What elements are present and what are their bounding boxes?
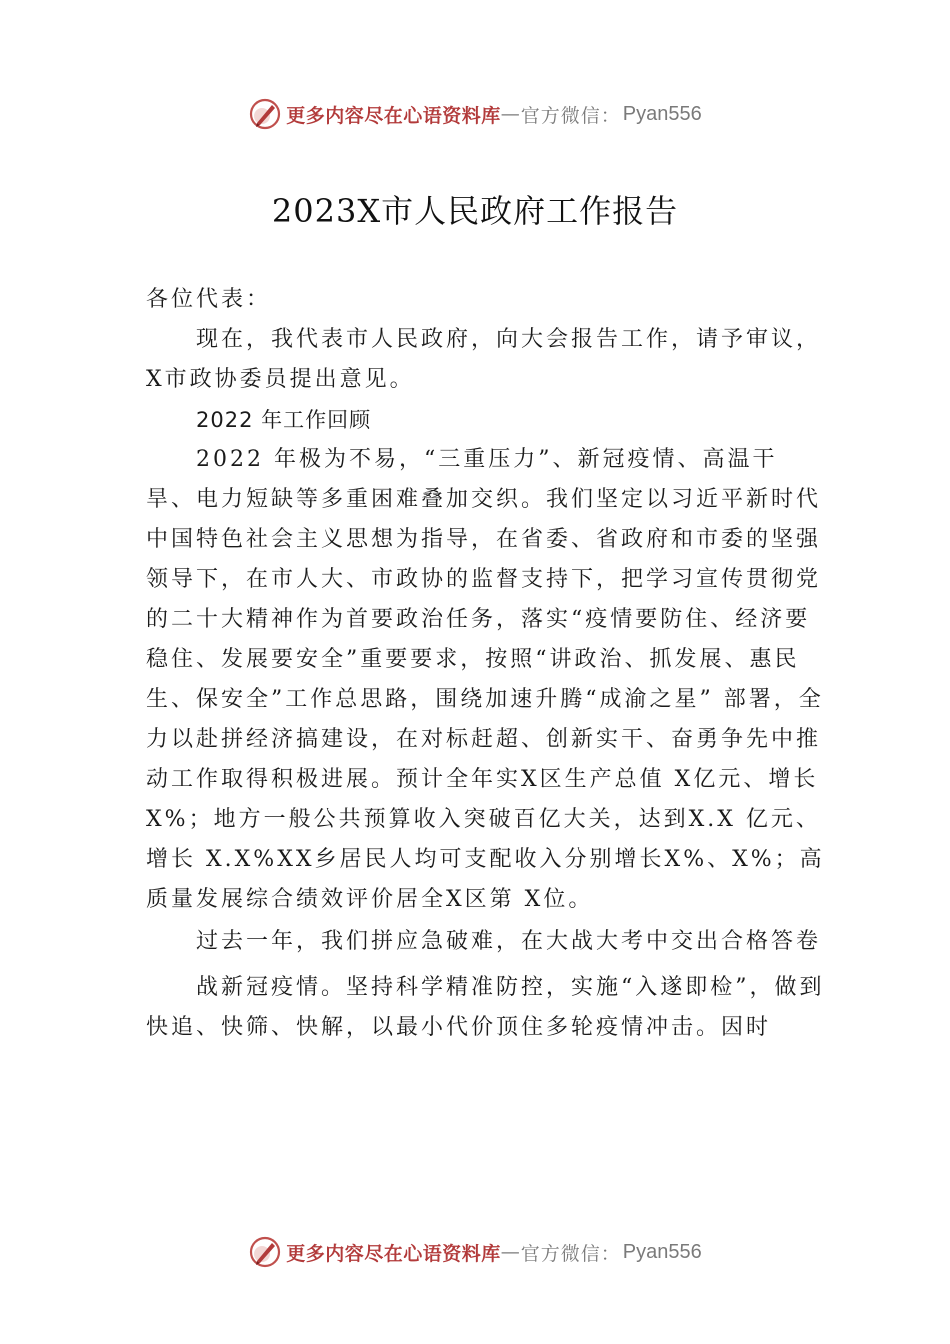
pen-circle-logo-icon — [248, 1235, 282, 1269]
brand-text: 更多内容尽在心语资料库 — [286, 104, 501, 127]
footer-banner — [0, 1232, 950, 1272]
review-paragraph: 2022 年极为不易，“三重压力”、新冠疫情、高温干旱、电力短缺等多重困难叠加交织。我们坚定以习近平新时代中国特色社会主义思想为指导，在省委、省政府和市委的坚强领导下，在市人大、市政协的监督支持下，把学习宣传贯彻党的二十大精神作为首要政治任务，落实“疫情要防住、经济要稳住、发展要安全”重要要求，按照“讲政治、抓发展、惠民生、保安全”工作总思路，围绕加速升腾“成渝之星” 部署，全力以赴拼经济搞建设，在对标赶超、创新实干、奋勇争先中推动工作取得积极进展。预计全年实X区生产总值 X亿元、增长 X%；地方一般公共预算收入突破百亿大关，达到X.X 亿元、增长 X.X%XX乡居民人均可支配收入分别增长X%、X%；高质量发展综合绩效评价居全X区第 X位。 — [146, 447, 825, 912]
brand-text: 更多内容尽在心语资料库 — [286, 1242, 501, 1265]
intro-paragraph: 现在，我代表市人民政府，向大会报告工作，请予审议，X市政协委员提出意见。 — [146, 327, 822, 392]
document-body — [146, 280, 826, 1048]
epidemic-paragraph: 战新冠疫情。坚持科学精准防控，实施“入遂即检”，做到快追、快筛、快解，以最小代价顶住多轮疫情冲击。因时 — [146, 975, 825, 1040]
dash-separator: — — [500, 1241, 521, 1263]
dash-separator: — — [500, 103, 521, 125]
wechat-id: Pyan556 — [622, 102, 702, 125]
section-heading: 2022 年工作回顾 — [196, 408, 372, 432]
wechat-label: 官方微信： — [520, 1242, 621, 1265]
document-title: 2023X市人民政府工作报告 — [271, 192, 679, 230]
wechat-label: 官方微信： — [520, 104, 621, 127]
wechat-id: Pyan556 — [622, 1240, 702, 1263]
pen-circle-logo-icon — [248, 97, 282, 131]
salutation: 各位代表： — [146, 287, 272, 312]
header-banner — [0, 94, 950, 134]
summary-paragraph: 过去一年，我们拼应急破难，在大战大考中交出合格答卷 — [196, 929, 822, 954]
